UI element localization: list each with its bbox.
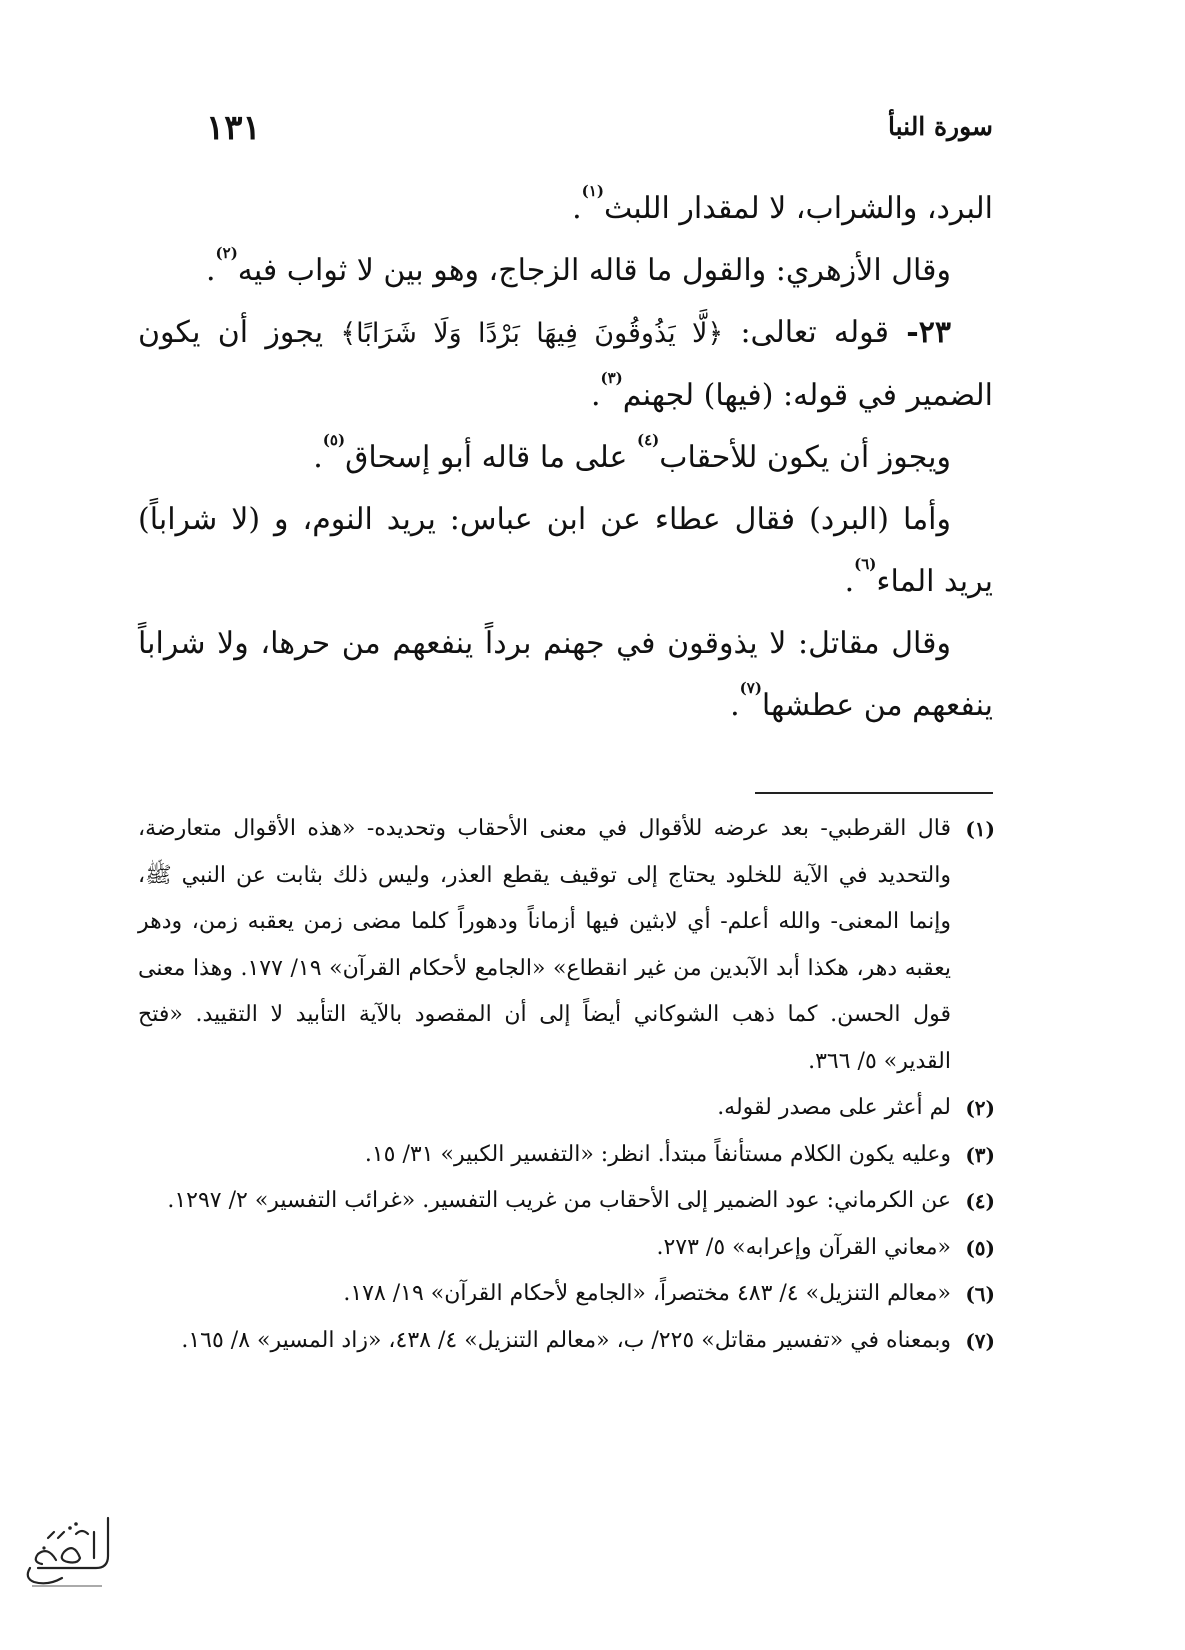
paragraph-3-text: يجوز أن يكون الضمير في قوله: (فيها) لجهنم: [138, 315, 993, 413]
paragraph-5: [138, 489, 993, 613]
footnote-number: (٢): [965, 1096, 995, 1120]
footnote-5: [138, 1225, 995, 1272]
footnote-text: «معالم التنزيل» ٤/ ٤٨٣ مختصراً، «الجامع لأحكام القرآن» ١٩/ ١٧٨.: [343, 1281, 951, 1306]
paragraph-4-text-a: ويجوز أن يكون للأحقاب: [659, 440, 951, 475]
footnote-ref-4: (٤): [636, 431, 660, 449]
footnote-separator: [755, 792, 993, 794]
running-title: سورة النبأ: [887, 112, 993, 141]
footnote-7: [138, 1318, 995, 1365]
footnote-2: [138, 1085, 995, 1132]
paragraph-5-text: وأما (البرد) فقال عطاء عن ابن عباس: يريد النوم، و (لا شراباً) يريد الماء: [138, 502, 993, 599]
footnotes: [138, 806, 995, 1364]
footnote-1: [138, 806, 995, 1085]
footnote-number: (٣): [965, 1142, 995, 1167]
footnote-text: لم أعثر على مصدر لقوله.: [717, 1095, 951, 1120]
verse-number: ٢٣-: [906, 315, 951, 350]
footnote-number: (٧): [965, 1328, 995, 1353]
footnote-ref-7: (٧): [739, 679, 762, 697]
footnote-ref-6: (٦): [854, 555, 877, 573]
footnote-text: وبمعناه في «تفسير مقاتل» ٢٢٥/ ب، «معالم التنزيل» ٤/ ٤٣٨، «زاد المسير» ٨/ ١٦٥.: [181, 1327, 951, 1353]
paragraph-6-end: .: [730, 688, 740, 723]
paragraph-5-end: .: [844, 564, 855, 599]
paragraph-3: [138, 302, 993, 427]
paragraph-1: [138, 178, 993, 240]
footnote-6: [138, 1271, 995, 1318]
footnote-number: (٥): [965, 1235, 995, 1260]
paragraph-4-end: .: [313, 440, 323, 475]
paragraph-2-text: وقال الأزهري: والقول ما قاله الزجاج، وهو بين لا ثواب فيه: [237, 253, 951, 288]
paragraph-6: [138, 613, 993, 737]
footnote-text: «معاني القرآن وإعرابه» ٥/ ٢٧٣.: [656, 1234, 951, 1260]
paragraph-4: [138, 427, 993, 489]
footnote-ref-1: (١): [581, 182, 604, 200]
footnote-number: (٤): [965, 1189, 995, 1213]
paragraph-3-lead: قوله تعالى:: [740, 315, 889, 350]
paragraph-3-end: .: [590, 378, 601, 413]
paragraph-1-text: البرد، والشراب، لا لمقدار اللبث: [603, 191, 993, 226]
footnote-number: (١): [965, 817, 995, 841]
footnote-number: (٦): [965, 1282, 995, 1306]
footnote-text: عن الكرماني: عود الضمير إلى الأحقاب من غريب التفسير. «غرائب التفسير» ٢/ ١٢٩٧.: [167, 1188, 951, 1213]
footnote-ref-3: (٣): [600, 369, 623, 387]
paragraph-1-end: .: [572, 191, 582, 226]
paragraph-4-text-b: على ما قاله أبو إسحاق: [345, 440, 628, 475]
paragraph-6-text: وقال مقاتل: لا يذوقون في جهنم برداً ينفعهم من حرها، ولا شراباً ينفعهم من عطشها: [138, 626, 993, 723]
footnote-4: [138, 1178, 995, 1225]
footnote-text: قال القرطبي- بعد عرضه للأقوال في معنى الأحقاب وتحديده- «هذه الأقوال متعارضة، والتحديد في الآية للخلود يحتاج إلى توقيف يقطع العذر، وليس ذلك بثابت عن النبي ﷺ، وإنما المعنى- والله أعلم- أي لابثين فيها أزماناً ودهوراً كلما مضى زمن يعقبه زمن، ودهر يعقبه دهر، هكذا أبد الآبدين من غير انقطاع» «الجامع لأحكام القرآن» ١٩/ ١٧٧. وهذا معنى قول الحسن. كما ذهب الشوكاني أيضاً إلى أن المقصود بالآية التأبيد لا التقييد. «فتح القدير» ٥/ ٣٦٦.: [138, 816, 952, 1074]
paragraph-2: [138, 240, 993, 302]
page-number: ١٣١: [206, 108, 261, 148]
main-text: [138, 178, 993, 737]
footnote-3: [138, 1132, 995, 1179]
footnote-ref-2: (٢): [215, 244, 238, 262]
footnote-ref-5: (٥): [322, 431, 346, 449]
calligraphy-logo: [18, 1508, 116, 1592]
footnote-text: وعليه يكون الكلام مستأنفاً مبتدأ. انظر: «التفسير الكبير» ٣١/ ١٥.: [364, 1141, 951, 1167]
quran-verse: ﴿لَّا يَذُوقُونَ فِيهَا بَرْدًا وَلَا شَرَابًا﴾: [340, 318, 724, 349]
paragraph-2-end: .: [205, 253, 216, 288]
